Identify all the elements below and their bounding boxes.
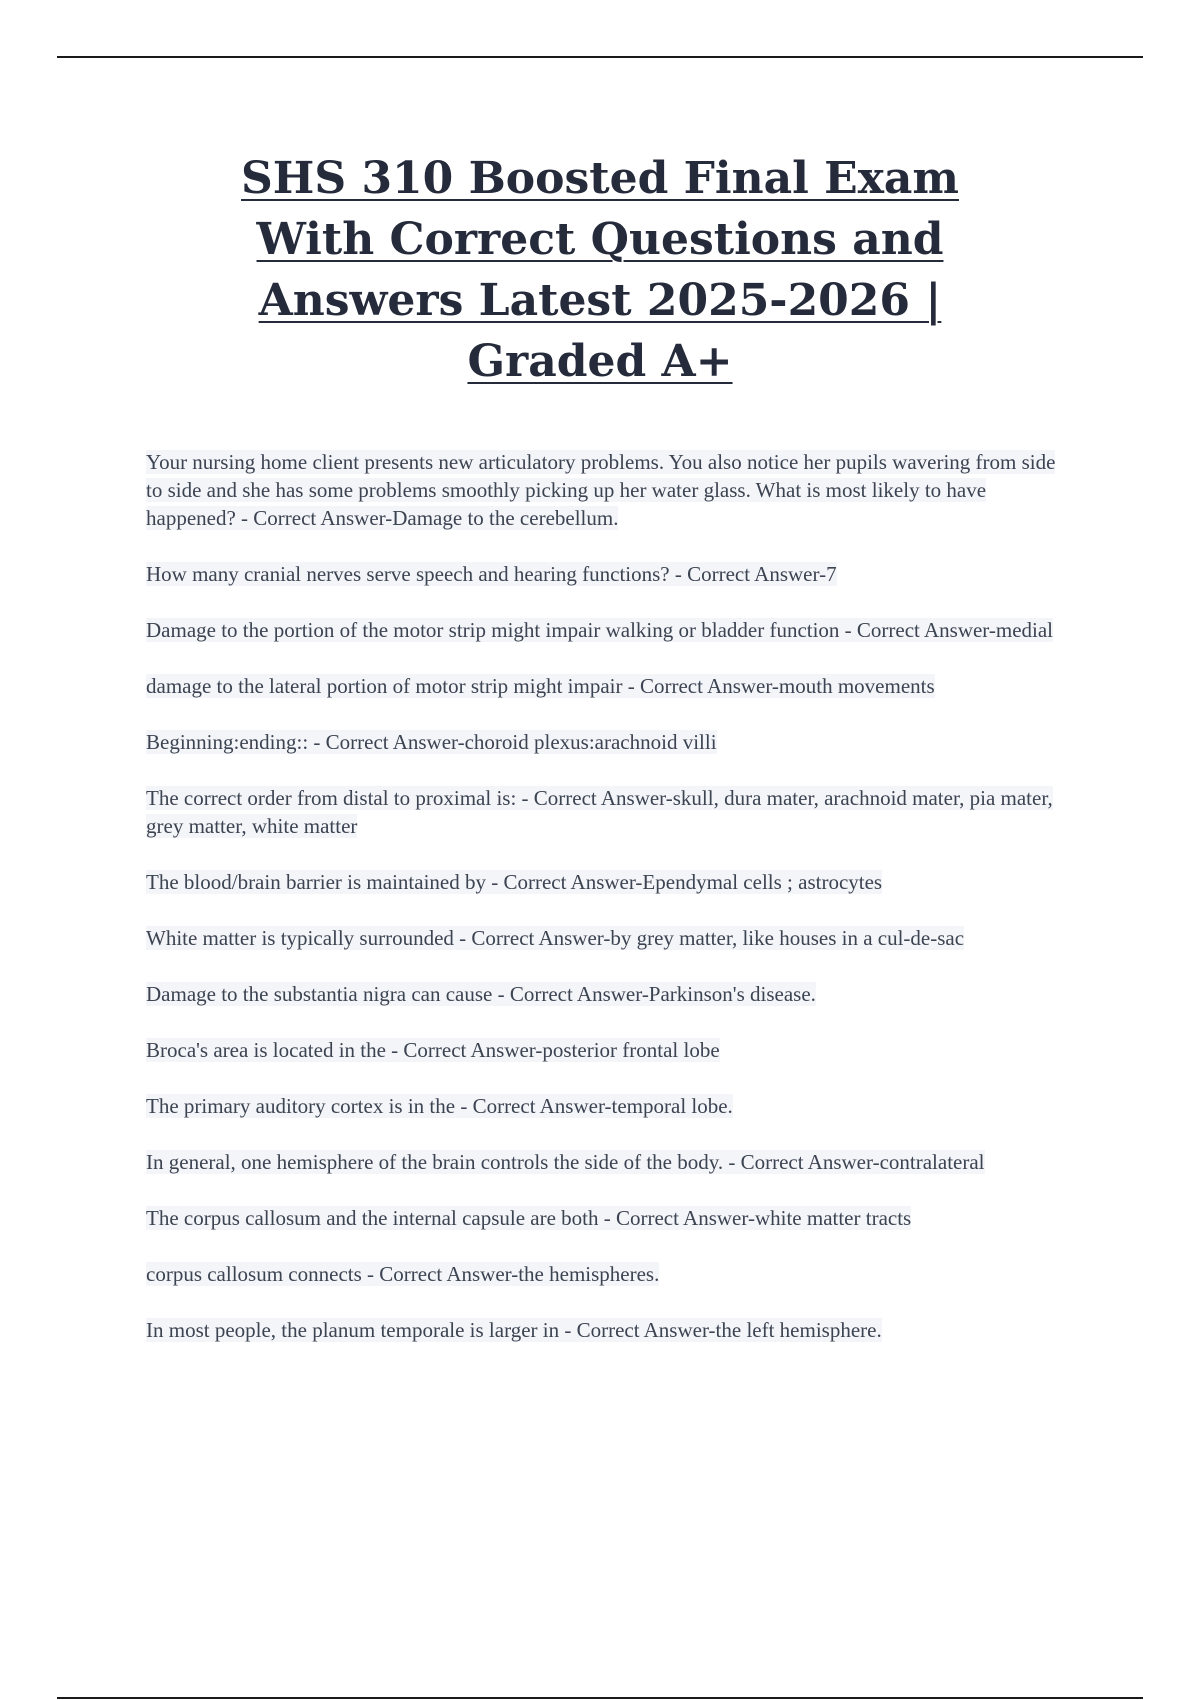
list-item xyxy=(146,1092,1076,1120)
list-item xyxy=(146,1036,1076,1064)
qa-text: White matter is typically surrounded - Correct Answer-by grey matter, like houses in a cul-de-sac xyxy=(146,926,965,950)
qa-text: Damage to the portion of the motor strip might impair walking or bladder function - Correct Answer-medial xyxy=(146,618,1054,642)
title-line: Graded A+ xyxy=(467,336,733,387)
qa-text: The corpus callosum and the internal capsule are both - Correct Answer-white matter tracts xyxy=(146,1206,912,1230)
list-item xyxy=(146,924,1076,952)
list-item xyxy=(146,1148,1076,1176)
qa-text: damage to the lateral portion of motor strip might impair - Correct Answer-mouth movements xyxy=(146,674,935,698)
list-item xyxy=(146,784,1076,840)
title-line: SHS 310 Boosted Final Exam xyxy=(241,153,959,204)
document-title xyxy=(160,148,1040,392)
list-item xyxy=(146,868,1076,896)
qa-text: The primary auditory cortex is in the - Correct Answer-temporal lobe. xyxy=(146,1094,733,1118)
qa-text: The blood/brain barrier is maintained by - Correct Answer-Ependymal cells ; astrocytes xyxy=(146,870,883,894)
list-item xyxy=(146,1204,1076,1232)
qa-text: Beginning:ending:: - Correct Answer-choroid plexus:arachnoid villi xyxy=(146,730,717,754)
list-item xyxy=(146,728,1076,756)
qa-text: Broca's area is located in the - Correct Answer-posterior frontal lobe xyxy=(146,1038,720,1062)
title-line: With Correct Questions and xyxy=(256,214,944,265)
list-item xyxy=(146,672,1076,700)
list-item xyxy=(146,560,1076,588)
list-item xyxy=(146,448,1076,532)
qa-text: In general, one hemisphere of the brain controls the side of the body. - Correct Answer-contralateral xyxy=(146,1150,985,1174)
qa-text: corpus callosum connects - Correct Answer-the hemispheres. xyxy=(146,1262,660,1286)
top-rule xyxy=(57,56,1143,58)
bottom-rule xyxy=(57,1697,1143,1699)
list-item xyxy=(146,980,1076,1008)
list-item xyxy=(146,616,1076,644)
qa-text: Your nursing home client presents new articulatory problems. You also notice her pupils wavering from side to side and she has some problems smoothly picking up her water glass. What is most likely to have happened? - Correct Answer-Damage to the cerebellum. xyxy=(146,450,1056,530)
qa-text: How many cranial nerves serve speech and hearing functions? - Correct Answer-7 xyxy=(146,562,837,586)
qa-text: In most people, the planum temporale is larger in - Correct Answer-the left hemisphere. xyxy=(146,1318,882,1342)
title-line: Answers Latest 2025-2026 | xyxy=(258,275,942,326)
list-item xyxy=(146,1260,1076,1288)
question-answer-list xyxy=(146,448,1076,1372)
qa-text: The correct order from distal to proximal is: - Correct Answer-skull, dura mater, arachnoid mater, pia mater, grey matter, white matter xyxy=(146,786,1053,838)
qa-text: Damage to the substantia nigra can cause - Correct Answer-Parkinson's disease. xyxy=(146,982,816,1006)
list-item xyxy=(146,1316,1076,1344)
